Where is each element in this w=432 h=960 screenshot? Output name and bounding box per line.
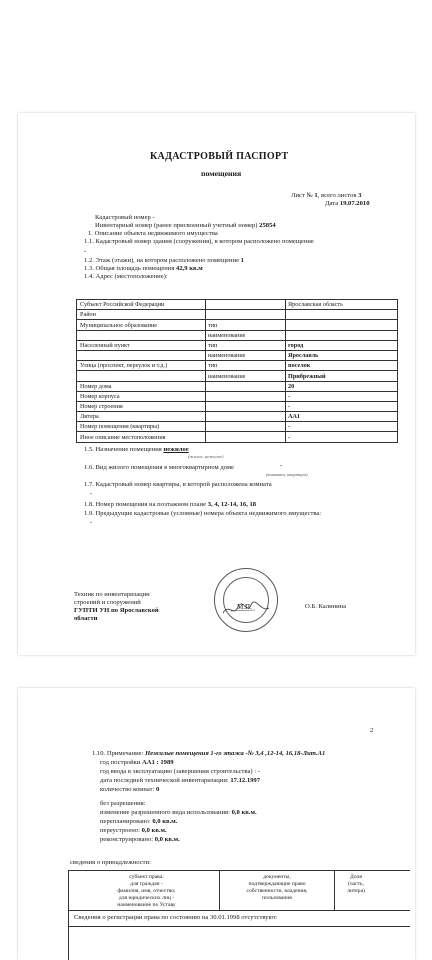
date-info [325, 201, 369, 208]
signer-line-3: ГУПТИ УН по Ярославской [74, 607, 159, 614]
section-1-7: 1.7. Кадастровый номер квартиры, в которой расположена комната [84, 481, 272, 488]
table-cell-c3: Ярославская область [288, 301, 343, 309]
use-change-label: изменение разрешенного вида использования: [100, 809, 230, 816]
table-row [77, 401, 397, 411]
owner-col-line1: субъект права: [129, 874, 164, 880]
document-subtitle: помещения [201, 169, 242, 178]
table-cell-c1: Улица (проспект, переулок и т.д.) [80, 362, 168, 370]
sheet-prefix: Лист № [291, 192, 313, 199]
inventory-label: Инвентарный номер (ранее присвоенный учетный номер) [95, 222, 258, 229]
table-cell-c2: наименование [208, 352, 246, 360]
table-row [77, 330, 397, 340]
year-built-label: год постройки [100, 759, 141, 766]
use-change [100, 810, 257, 817]
section-1-9-value: - [90, 519, 93, 526]
owner-col-header [74, 874, 219, 909]
table-cell-c3: - [288, 403, 291, 411]
date-label: Дата [325, 200, 339, 207]
table-cell-c3: - [288, 423, 291, 431]
owner-col-line4: для юридических лиц - [118, 895, 175, 901]
table-cell-c2: наименование [208, 372, 246, 380]
seal-mp-label: М.П. [237, 603, 252, 611]
ownership-table-left [68, 870, 69, 960]
signer-name: О.Б. Калинина [305, 603, 347, 610]
table-cell-c3: Прибрежный [288, 372, 326, 380]
area-value: 42,9 кв.м [176, 265, 203, 272]
share-col-line1: Доля [350, 874, 362, 880]
note-line [92, 751, 325, 758]
table-row [77, 360, 397, 370]
rebuilt [100, 828, 167, 835]
signer-line-2: строений и сооружений [74, 599, 141, 606]
ownership-table-top [68, 870, 410, 871]
share-col-header [336, 874, 376, 895]
floor-value: 1 [240, 257, 244, 264]
table-cell-c1: Муниципальное образование [80, 321, 158, 329]
ownership-table-mid [68, 910, 410, 911]
table-cell-c1: Номер помещения (квартиры) [80, 423, 160, 431]
table-cell-c1: Субъект Российской Федерации [80, 301, 165, 309]
inventory-value: 25854 [259, 222, 276, 229]
table-cell-c3: - [288, 433, 291, 441]
ownership-table-row [68, 926, 410, 927]
floor-label: 1.2. Этаж (этажи), на котором расположено помещение [84, 257, 240, 264]
ownership-heading: сведения о принадлежности: [70, 859, 151, 866]
note-label: 1.10. Примечание: [92, 750, 144, 757]
section-1-7-value: - [90, 490, 93, 497]
no-permit: без разрешения: [100, 800, 146, 807]
area-label: 1.3. Общая площадь помещения [84, 265, 175, 272]
ownership-table-div2 [334, 870, 335, 910]
section-1-6-value: - [280, 462, 283, 469]
table-cell-c1: Иное описание местоположения [80, 433, 166, 441]
table-cell-c1: Район [80, 311, 96, 319]
table-cell-c3: Ярославль [288, 352, 319, 360]
section-1-5 [84, 447, 189, 454]
table-row [77, 391, 397, 401]
table-cell-c1: Номер корпуса [80, 392, 120, 400]
docs-col-line3: собственности, владения, [246, 888, 308, 894]
owner-col-line5: наименование по Уставу [117, 902, 176, 908]
address-table [76, 299, 398, 443]
purpose-value: нежилое [163, 446, 189, 453]
table-row [77, 421, 397, 431]
replanned-label: перепланировано: [100, 818, 151, 825]
year-built [100, 760, 174, 767]
note-value: Нежилые помещения 1-го этажа -№ 3,4 ,12-14, 16,18-Лит.А1 [145, 750, 326, 757]
section-1-3 [84, 266, 203, 273]
section-1-4: 1.4. Адрес (местоположение): [84, 273, 168, 280]
last-inventory-label: дата последней технической инвентаризации: [100, 777, 229, 784]
section-1-2 [84, 258, 244, 265]
purpose-note: (жилое, нежилое) [188, 454, 224, 459]
share-col-line2: (часть, [347, 881, 365, 887]
registration-info: Сведения о регистрации права по состоянию на 30.01.1998 отсутствуют. [74, 914, 278, 921]
table-cell-c3: АА1 [288, 413, 301, 421]
date-value: 19.07.2010 [339, 200, 370, 207]
table-row [77, 370, 397, 380]
rooms-count [100, 787, 159, 794]
year-built-value: АА1 : 1989 [142, 759, 174, 766]
table-cell-c3: поселок [288, 362, 311, 370]
document-title: КАДАСТРОВЫЙ ПАСПОРТ [150, 151, 289, 162]
table-row [77, 319, 397, 329]
section-1-6: 1.6. Вид жилого помещения в многоквартирном доме [84, 464, 234, 471]
table-row [77, 431, 397, 442]
signature-scribble [221, 599, 271, 619]
table-cell-c2: тип [208, 341, 218, 349]
table-cell-c1: Номер строения [80, 403, 123, 411]
docs-col-line4: пользования [262, 895, 292, 901]
plan-number-label: 1.8. Номер помещения на поэтажном плане [84, 501, 207, 508]
table-cell-c2: тип [208, 321, 218, 329]
rooms-value: 0 [156, 786, 160, 793]
owner-col-line2: для граждан - [130, 881, 163, 887]
owner-col-line3: фамилия, имя, отчество; [117, 888, 176, 894]
signer-line-1: Техник по инвентаризации [74, 591, 150, 598]
section-1-8 [84, 502, 256, 509]
sheet-no: 1 [314, 192, 318, 199]
signer-line-4: области [74, 615, 98, 622]
document-page-2 [18, 688, 415, 960]
table-cell-c1: Населенный пункт [80, 341, 130, 349]
rooms-label: количество комнат: [100, 786, 155, 793]
last-inventory [100, 778, 260, 785]
section-1-1-value: - [84, 248, 87, 255]
rebuilt-label: переустроено: [100, 827, 140, 834]
inventory-number [95, 223, 276, 230]
documents-col-header [220, 874, 334, 902]
sheet-info [291, 193, 361, 200]
table-row [77, 299, 397, 309]
table-cell-c2: наименование [208, 331, 246, 339]
table-row [77, 381, 397, 391]
document-page-1 [18, 113, 415, 655]
purpose-label: 1.5. Назначение помещения [84, 446, 162, 453]
sheets-total: 3 [358, 192, 362, 199]
docs-col-line1: документы, [263, 874, 291, 880]
rebuilt-value: 0,0 кв.м. [141, 827, 167, 834]
plan-number-value: 3, 4, 12-14, 16, 18 [207, 501, 257, 508]
sheets-total-label: , всего листов [317, 192, 357, 199]
table-cell-c3: 20 [288, 382, 295, 390]
table-cell-c1: Литера [80, 413, 99, 421]
section-1: 1. Описание объекта недвижимого имущества [88, 230, 218, 237]
reconstructed-label: реконструировано: [100, 836, 154, 843]
table-cell-c2: тип [208, 362, 218, 370]
last-inventory-value: 17.12.1997 [230, 777, 261, 784]
table-row [77, 309, 397, 319]
year-commissioned: год ввода в эксплуатацию (завершения строительства) : - [100, 768, 260, 775]
table-row [77, 350, 397, 360]
replanned [100, 819, 177, 826]
use-change-value: 0,0 кв.м. [231, 809, 257, 816]
docs-col-line2: подтверждающие право [248, 881, 306, 887]
dwelling-note: (комната, квартира) [266, 472, 308, 477]
reconstructed-value: 0,0 кв.м. [154, 836, 180, 843]
section-1-1: 1.1. Кадастровый номер здания (сооружения), в котором расположено помещение [84, 238, 314, 245]
reconstructed [100, 837, 180, 844]
table-row [77, 340, 397, 350]
cadastral-number: Кадастровый номер - [95, 214, 155, 221]
table-cell-c1: Номер дома [80, 382, 112, 390]
section-1-9: 1.9. Предыдущие кадастровые (условные) номера объекта недвижимого имущества: [84, 510, 322, 517]
table-cell-c3: город [288, 341, 304, 349]
page-number: 2 [370, 727, 374, 734]
share-col-line3: литера) [347, 888, 365, 894]
table-cell-c3: - [288, 392, 291, 400]
table-row [77, 411, 397, 421]
replanned-value: 0,0 кв.м. [152, 818, 178, 825]
